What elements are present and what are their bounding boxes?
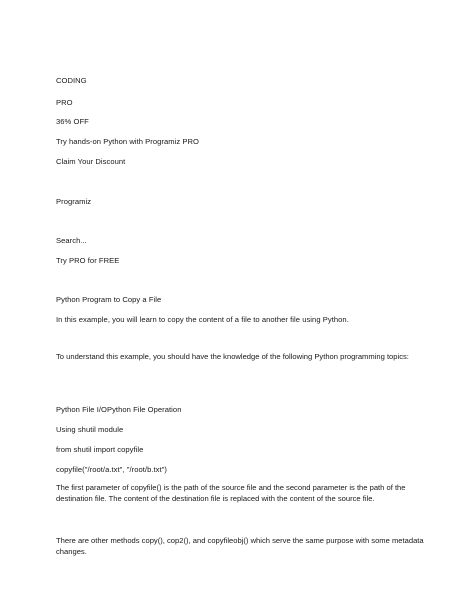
promo-pro-text: PRO [56,98,73,107]
article-intro: In this example, you will learn to copy the content of a file to another file using Python. [56,315,349,324]
brand-name: Programiz [56,197,92,206]
import-line: from shutil import copyfile [56,445,144,454]
promo-tagline: Try hands-on Python with Programiz PRO [56,137,199,146]
claim-discount-text: Claim Your Discount [56,157,126,166]
prerequisite-text: To understand this example, you should have the knowledge of the following Python programming topics: [56,352,409,361]
section-heading: Using shutil module [56,425,124,434]
promo-coding-text: CODING [56,76,87,85]
article-title: Python Program to Copy a File [56,295,162,304]
promo-discount-text: 36% OFF [56,117,89,126]
try-pro-text: Try PRO for FREE [56,256,120,265]
topics-text: Python File I/OPython File Operation [56,405,182,414]
explanation-paragraph: The first parameter of copyfile() is the path of the source file and the second parameter is the path of the destination file. The content of the destination file is replaced with the content of the source file. [56,483,406,504]
code-line: copyfile("/root/a.txt", "/root/b.txt") [56,465,168,474]
other-methods-paragraph: There are other methods copy(), cop2(), and copyfileobj() which serve the same purpose with some metadata changes. [56,536,424,557]
search-text: Search... [56,236,87,245]
